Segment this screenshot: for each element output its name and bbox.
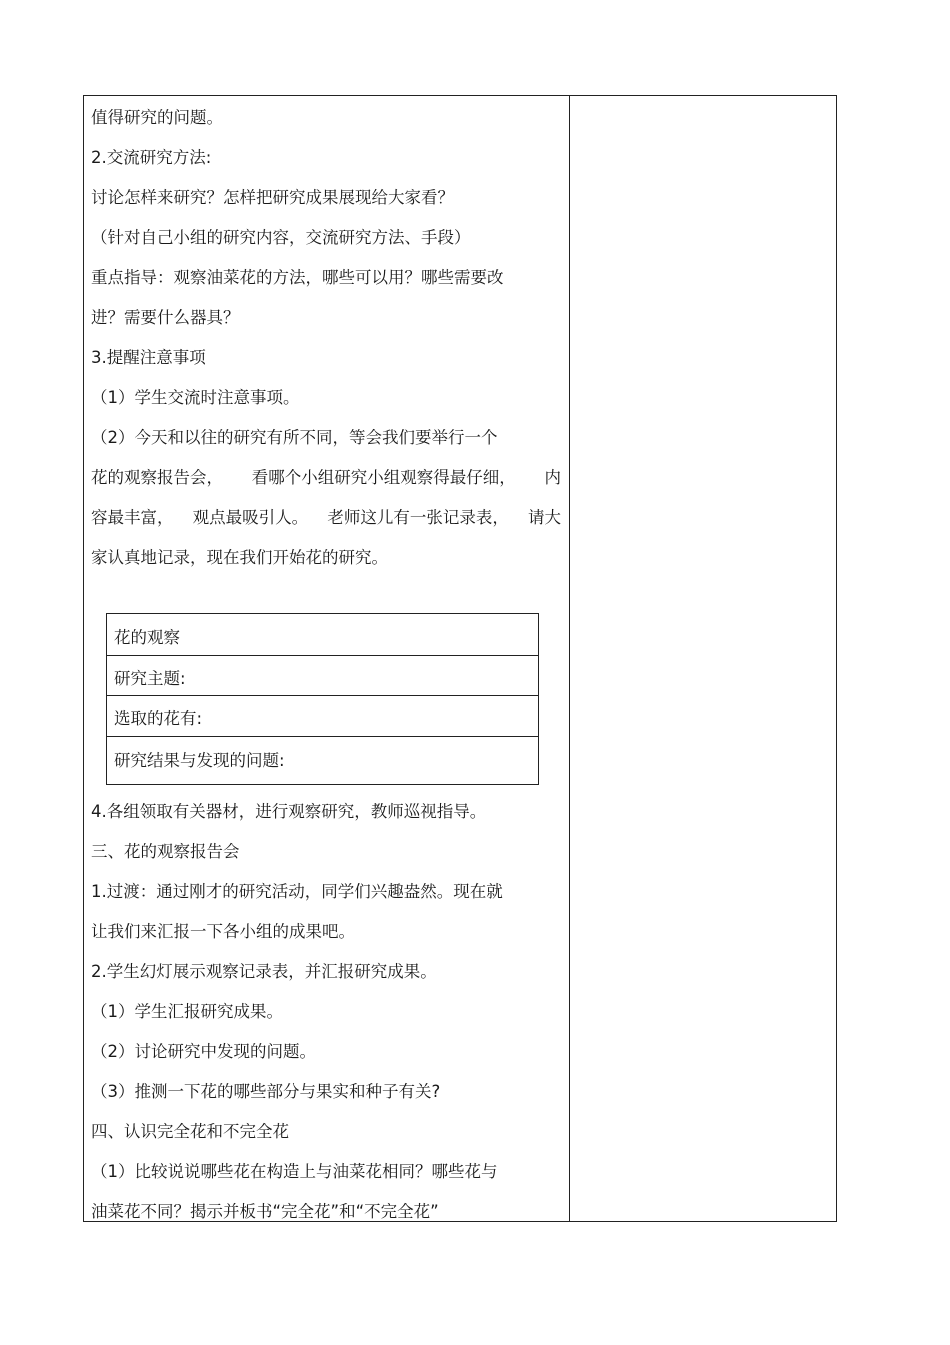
text-line: 家认真地记录，现在我们开始花的研究。 (91, 548, 388, 567)
record-row-results: 研究结果与发现的问题: (107, 736, 538, 784)
text-line: 讨论怎样来研究？怎样把研究成果展现给大家看？ (91, 188, 454, 207)
text-line: 让我们来汇报一下各小组的成果吧。 (91, 922, 355, 941)
column-divider (569, 96, 570, 1221)
text-line: 重点指导：观察油菜花的方法，哪些可以用？哪些需要改 (91, 268, 504, 287)
text-line: 值得研究的问题。 (91, 108, 223, 127)
text-line: 3.提醒注意事项 (91, 348, 206, 367)
text-line: 1.过渡：通过刚才的研究活动，同学们兴趣盎然。现在就 (91, 882, 503, 901)
text-line: 4.各组领取有关器材，进行观察研究，教师巡视指导。 (91, 802, 487, 821)
justified-line (91, 508, 561, 528)
text-segment: 容最丰富， (91, 508, 174, 527)
observation-record-table (106, 613, 539, 785)
text-line: 油菜花不同？揭示并板书“完全花”和“不完全花” (91, 1202, 439, 1221)
lesson-plan-table (83, 95, 837, 1222)
text-line: 2.学生幻灯展示观察记录表，并汇报研究成果。 (91, 962, 437, 981)
section-heading: 三、花的观察报告会 (91, 842, 240, 861)
text-line: 进？需要什么器具？ (91, 308, 240, 327)
record-row-topic: 研究主题: (107, 655, 538, 695)
text-line: 2.交流研究方法: (91, 148, 212, 167)
text-segment: 请大 (527, 508, 561, 527)
text-segment: 花的观察报告会， (91, 468, 223, 487)
record-table-title: 花的观察 (114, 628, 180, 647)
text-line: （1）比较说说哪些花在构造上与油菜花相同？哪些花与 (91, 1162, 498, 1181)
text-line: （1）学生交流时注意事项。 (91, 388, 300, 407)
text-segment: 内 (544, 468, 561, 487)
text-line: （2）讨论研究中发现的问题。 (91, 1042, 316, 1061)
record-row-flowers: 选取的花有: (107, 695, 538, 736)
text-line: （3）推测一下花的哪些部分与果实和种子有关? (91, 1082, 441, 1101)
text-segment: 老师这儿有一张记录表， (327, 508, 509, 527)
text-segment: 观点最吸引人。 (192, 508, 309, 527)
justified-line (91, 468, 561, 488)
text-line: （针对自己小组的研究内容，交流研究方法、手段） (91, 228, 471, 247)
text-line: （1）学生汇报研究成果。 (91, 1002, 283, 1021)
text-line: （2）今天和以往的研究有所不同，等会我们要举行一个 (91, 428, 498, 447)
text-segment: 看哪个小组研究小组观察得最仔细， (251, 468, 516, 487)
section-heading: 四、认识完全花和不完全花 (91, 1122, 289, 1141)
